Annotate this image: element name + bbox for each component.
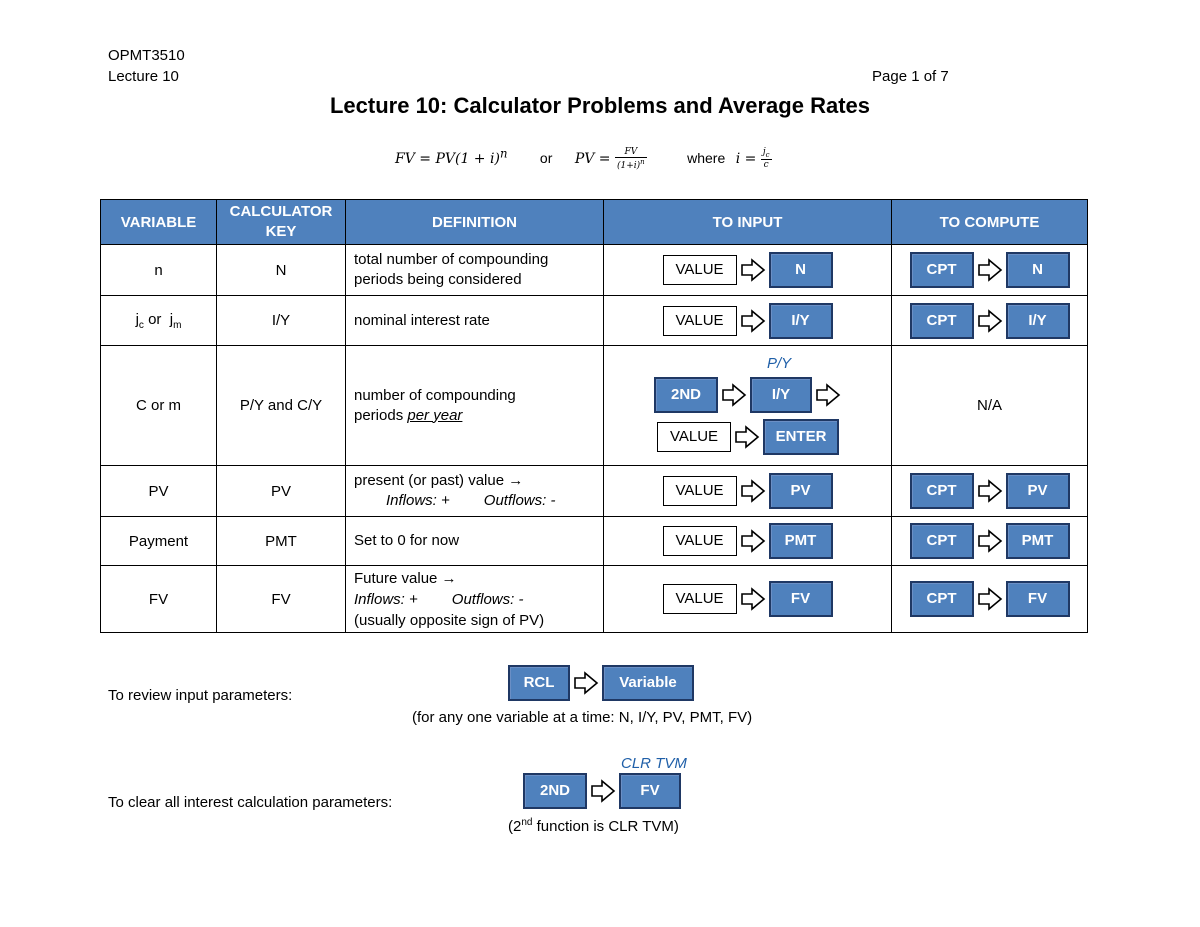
fv-key-button[interactable]: FV (619, 773, 681, 809)
value-box: VALUE (663, 306, 737, 336)
variable-cell: $j_c$ or $j_m$ (101, 296, 217, 346)
per-year-text: per year (407, 406, 463, 424)
lecture-label: Lecture 10 (108, 68, 179, 85)
clear-note-text: function is CLR TVM) (532, 818, 679, 835)
clear-label: To clear all interest calculation parameters: (108, 794, 393, 811)
table-row (101, 466, 1088, 517)
definition-line (354, 406, 595, 426)
value-box: VALUE (663, 584, 737, 614)
definition-line: (usually opposite sign of PV) (354, 611, 545, 629)
fv-key-button[interactable]: FV (769, 581, 833, 617)
arrow-right-icon (740, 529, 766, 553)
pv-key-button[interactable]: PV (1006, 473, 1070, 509)
iy-key-button[interactable]: I/Y (769, 303, 833, 339)
definition-line: number of compounding (354, 386, 516, 404)
fv-key-button[interactable]: FV (1006, 581, 1070, 617)
input-cell (604, 346, 892, 466)
arrow-right-icon (977, 587, 1003, 611)
variable-key-button[interactable]: Variable (602, 665, 694, 701)
py-sequence (654, 377, 844, 413)
page-title: Lecture 10: Calculator Problems and Average Rates (329, 93, 870, 118)
pv-key-button[interactable]: PV (769, 473, 833, 509)
n-key-button[interactable]: N (769, 252, 833, 288)
compute-cell (892, 466, 1088, 517)
page-number: Page 1 of 7 (872, 68, 949, 85)
arrow-right-icon (977, 529, 1003, 553)
input-cell (604, 296, 892, 346)
value-box: VALUE (657, 422, 731, 452)
table-row (101, 245, 1088, 296)
enter-key-button[interactable]: ENTER (763, 419, 839, 455)
definition-text: periods (354, 406, 408, 424)
inflows-text: Inflows: + (386, 492, 450, 509)
definition-line: present (or past) value → (354, 472, 524, 489)
compute-cell (892, 296, 1088, 346)
clear-note-superscript: nd (521, 817, 533, 828)
arrow-right-icon (977, 309, 1003, 333)
variable-cell: C or m (101, 346, 217, 466)
compute-cell (892, 566, 1088, 633)
cpt-key-button[interactable]: CPT (910, 303, 974, 339)
definition-line (354, 491, 595, 511)
arrow-right-icon (740, 479, 766, 503)
clear-note (508, 817, 679, 835)
table-header-row (101, 200, 1088, 245)
definition-line: periods being considered (354, 271, 522, 288)
variable-cell: Payment (101, 517, 217, 566)
inflows-text: Inflows: + (354, 590, 418, 608)
header-calculator-key: CALCULATOR KEY (217, 200, 346, 245)
key-cell: FV (217, 566, 346, 633)
arrow-right-icon (573, 671, 599, 695)
compute-cell (892, 517, 1088, 566)
definition-cell (346, 566, 604, 633)
arrow-right-icon (740, 258, 766, 282)
table-row (101, 566, 1088, 633)
pmt-key-button[interactable]: PMT (769, 523, 833, 559)
key-cell: PMT (217, 517, 346, 566)
key-cell: PV (217, 466, 346, 517)
definition-cell: nominal interest rate (346, 296, 604, 346)
definition-cell (346, 245, 604, 296)
clear-sequence (523, 773, 681, 809)
second-key-button[interactable]: 2ND (654, 377, 718, 413)
outflows-text: Outflows: - (451, 590, 524, 608)
review-sequence (508, 665, 694, 701)
pmt-key-button[interactable]: PMT (1006, 523, 1070, 559)
compute-cell (892, 245, 1088, 296)
pv-formula: PV = $\frac{FV}{(1+i)^n}$ (574, 146, 645, 171)
arrow-right-icon (977, 258, 1003, 282)
cpt-key-button[interactable]: CPT (910, 252, 974, 288)
formula-line (395, 146, 772, 171)
py-secondary-label: P/Y (767, 354, 792, 372)
arrow-right-icon (721, 383, 747, 407)
review-note: (for any one variable at a time: N, I/Y, PV, PMT, FV) (412, 709, 753, 726)
arrow-right-icon (740, 309, 766, 333)
table-row (101, 517, 1088, 566)
arrow-right-icon (740, 587, 766, 611)
definition-line (354, 589, 595, 610)
value-box: VALUE (663, 255, 737, 285)
input-cell (604, 245, 892, 296)
key-cell: N (217, 245, 346, 296)
arrow-right-icon (977, 479, 1003, 503)
rate-formula: i = $\frac{j_c}{c}$ (735, 147, 770, 171)
cpt-key-button[interactable]: CPT (910, 473, 974, 509)
iy-key-button[interactable]: I/Y (1006, 303, 1070, 339)
header-to-compute: TO COMPUTE (892, 200, 1088, 245)
header-variable: VARIABLE (101, 200, 217, 245)
definition-cell (346, 346, 604, 466)
definition-cell: Set to 0 for now (346, 517, 604, 566)
n-key-button[interactable]: N (1006, 252, 1070, 288)
clr-tvm-label: CLR TVM (621, 755, 687, 772)
formula-where: where (687, 149, 726, 166)
tvm-key-table (100, 199, 1088, 633)
iy-key-button[interactable]: I/Y (750, 377, 812, 413)
rcl-key-button[interactable]: RCL (508, 665, 570, 701)
second-key-button[interactable]: 2ND (523, 773, 587, 809)
arrow-right-icon (734, 425, 760, 449)
variable-cell: PV (101, 466, 217, 517)
arrow-right-icon (590, 779, 616, 803)
enter-sequence (657, 419, 839, 455)
key-cell: P/Y and C/Y (217, 346, 346, 466)
table-row (101, 296, 1088, 346)
cpt-key-button[interactable]: CPT (910, 523, 974, 559)
header-to-input: TO INPUT (604, 200, 892, 245)
definition-cell (346, 466, 604, 517)
table-row (101, 346, 1088, 466)
clear-note-text: (2 (508, 818, 522, 835)
value-box: VALUE (663, 476, 737, 506)
formula-or: or (539, 149, 553, 166)
definition-line: Future value → (354, 569, 457, 587)
key-cell: I/Y (217, 296, 346, 346)
value-box: VALUE (663, 526, 737, 556)
arrow-right-icon (815, 383, 841, 407)
review-label: To review input parameters: (108, 687, 293, 704)
input-cell (604, 517, 892, 566)
course-code: OPMT3510 (108, 47, 185, 64)
outflows-text: Outflows: - (483, 492, 556, 509)
variable-cell: n (101, 245, 217, 296)
input-cell (604, 566, 892, 633)
input-cell (604, 466, 892, 517)
variable-cell: FV (101, 566, 217, 633)
compute-cell: N/A (892, 346, 1088, 466)
definition-line: total number of compounding (354, 251, 549, 268)
header-definition: DEFINITION (346, 200, 604, 245)
fv-formula: FV = $PV(1 + i)^n$ (395, 146, 508, 167)
cpt-key-button[interactable]: CPT (910, 581, 974, 617)
